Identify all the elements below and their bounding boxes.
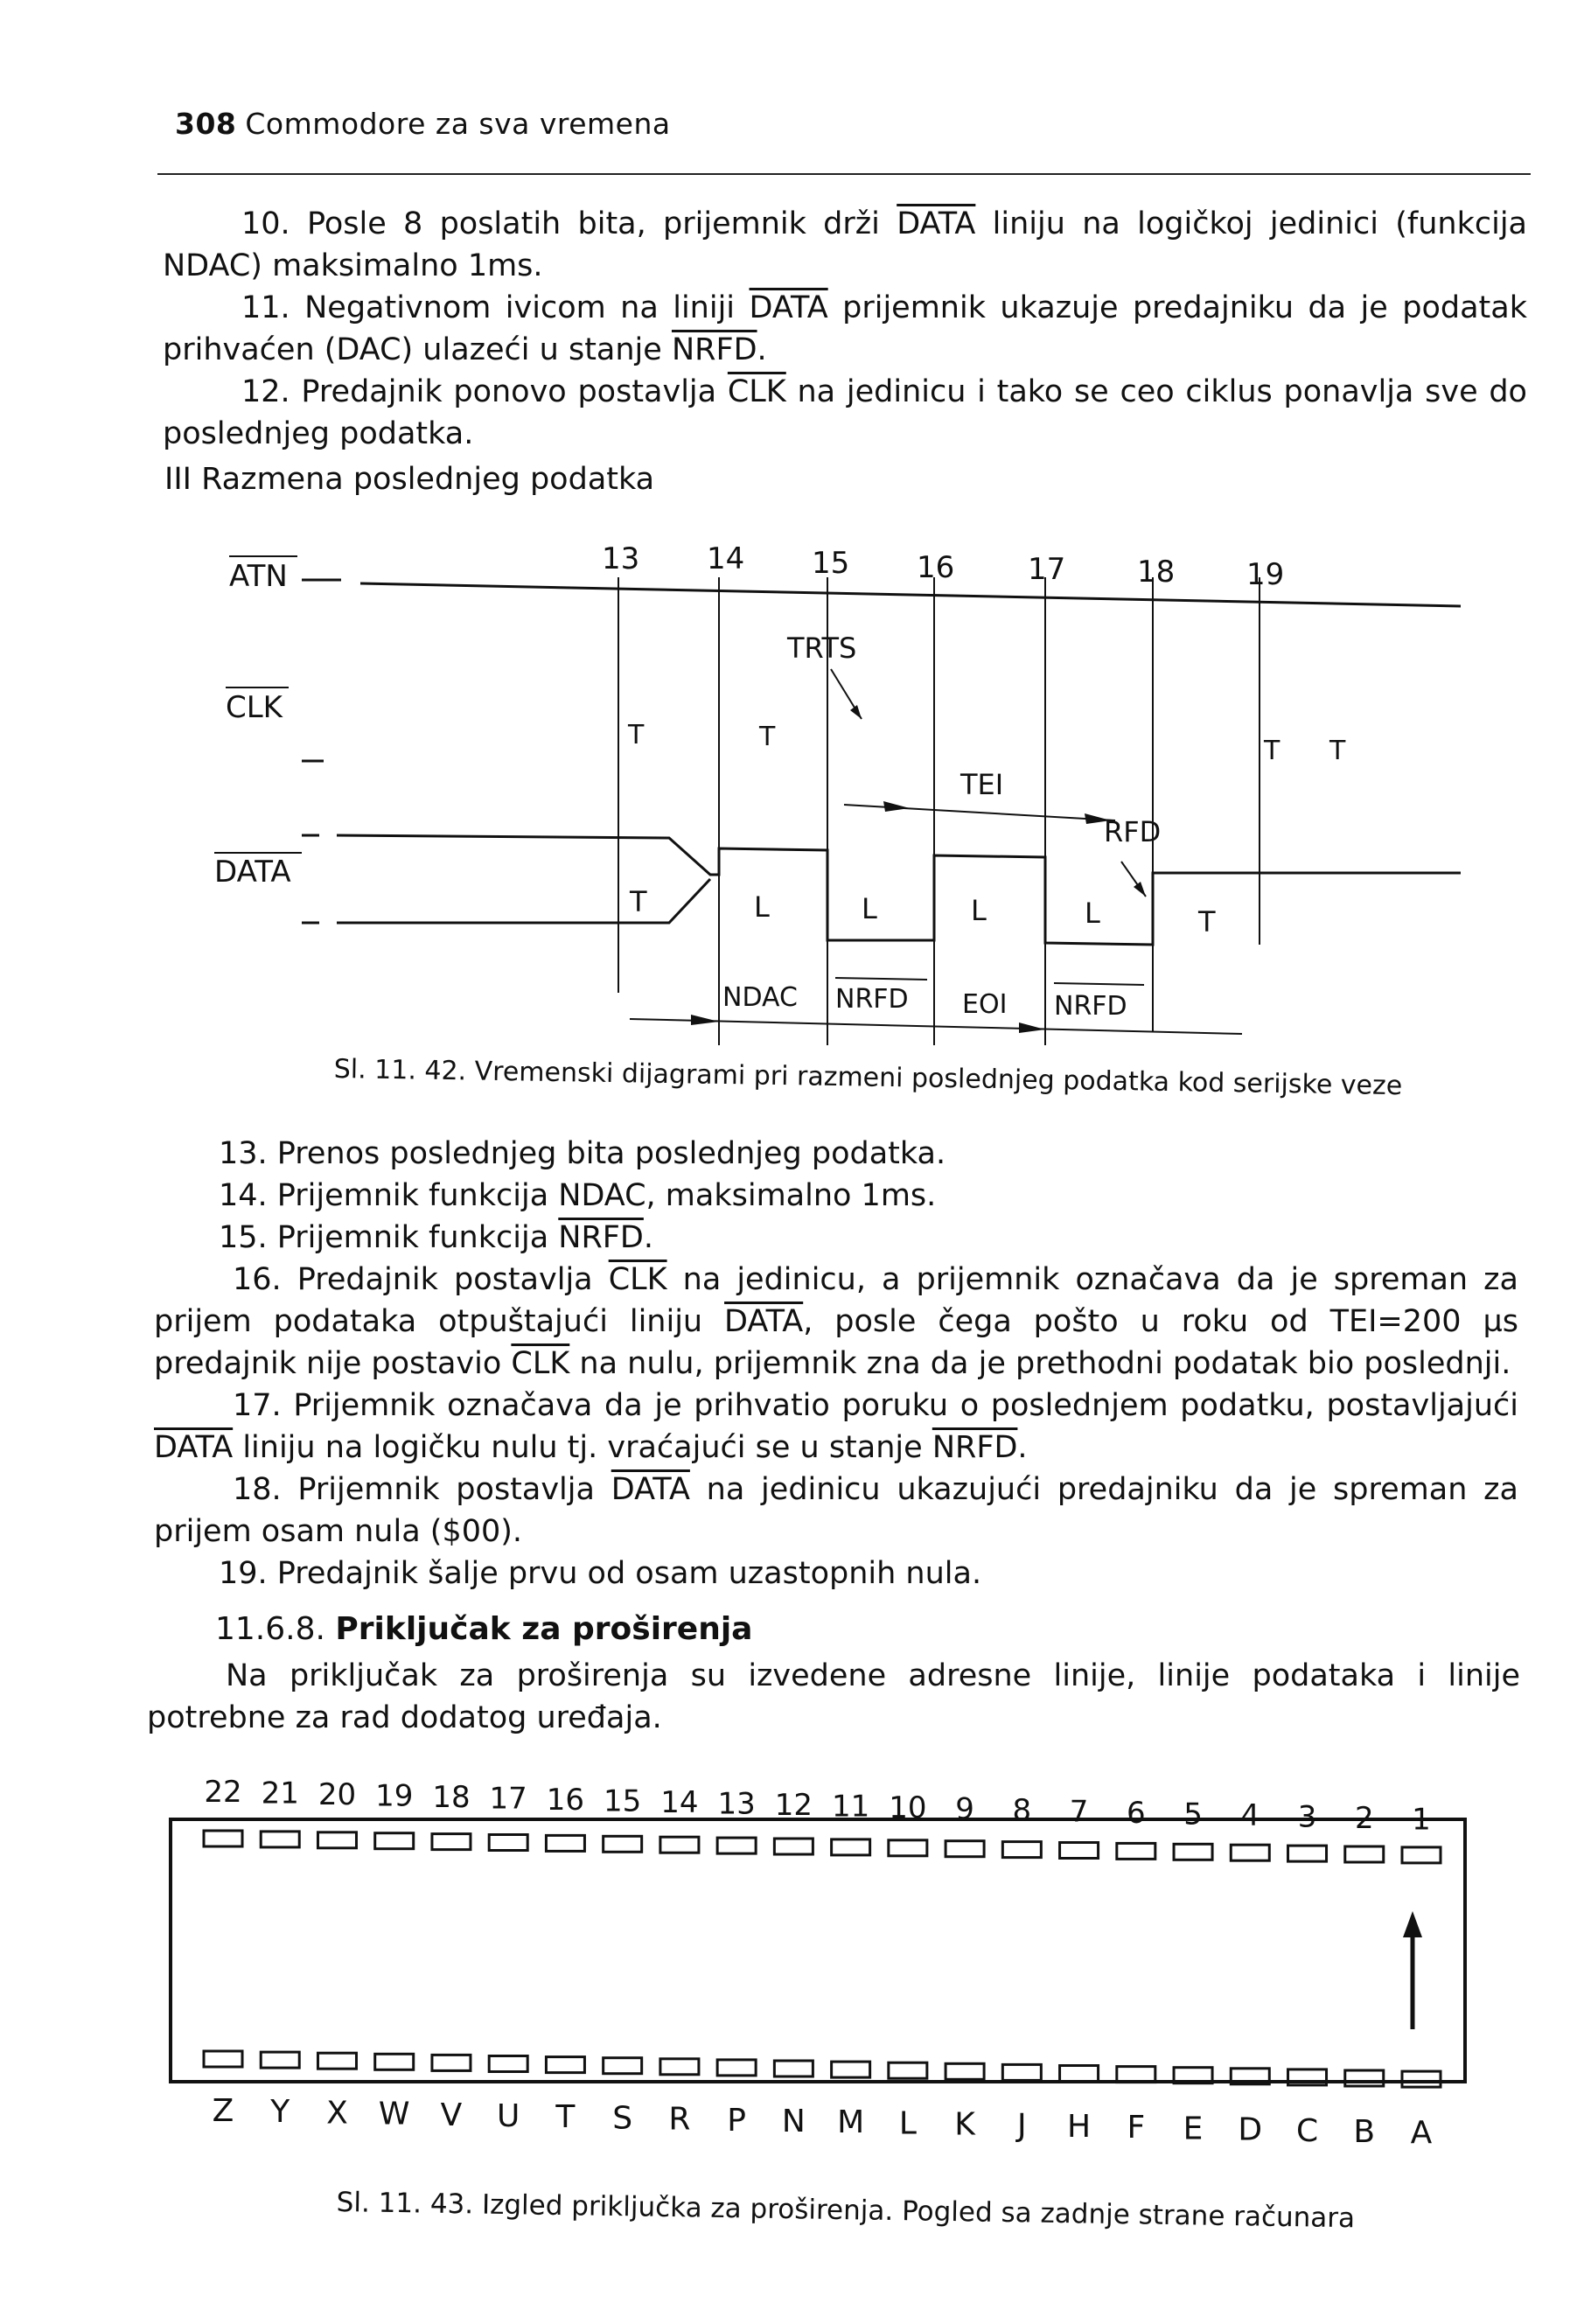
pin-number-label: 8	[1012, 1793, 1032, 1828]
top-contact-pad	[660, 1837, 699, 1853]
section-title: III Razmena poslednjeg podatka	[164, 462, 655, 497]
top-contact-pad	[1174, 1844, 1212, 1860]
bottom-contact-pad	[489, 2056, 527, 2072]
top-contact-pad	[375, 1833, 414, 1849]
top-contact-pad	[1345, 1846, 1384, 1862]
bottom-contact-pad	[717, 2060, 756, 2076]
pin-number-label: 3	[1297, 1799, 1317, 1835]
pin-letter-label: K	[954, 2106, 975, 2143]
top-contact-pad	[546, 1835, 584, 1851]
data-l-label-1: L	[754, 890, 770, 924]
subsection-heading	[215, 1611, 752, 1647]
bottom-contact-pad	[1060, 2066, 1099, 2082]
clk-t-label-1: T	[628, 720, 645, 750]
interval-ndac: NDAC	[722, 982, 798, 1013]
bottom-contact-pad	[660, 2059, 699, 2075]
bottom-contact-pad	[774, 2061, 813, 2076]
top-contact-pad	[1002, 1842, 1041, 1858]
pin-letter-label: N	[781, 2104, 806, 2139]
pin-letter-label: C	[1295, 2112, 1319, 2149]
figure-caption-1143: Sl. 11. 43. Izgled priključka za proširenja. Pogled sa zadnje strane računara	[336, 2187, 1356, 2235]
item-15: 15. Prijemnik funkcija NRFD.	[219, 1220, 654, 1255]
pin-number-label: 13	[717, 1786, 756, 1822]
bottom-contact-pad	[889, 2062, 927, 2078]
top-contact-pad	[604, 1836, 642, 1852]
marker-15: 15	[812, 546, 850, 581]
pin-letter-label: X	[326, 2095, 348, 2132]
clk-t-label-4: T	[1329, 736, 1346, 766]
pin-number-label: 4	[1240, 1798, 1260, 1833]
pin-letter-label: W	[378, 2096, 410, 2132]
interval-nrfd-1: NRFD	[835, 984, 909, 1015]
marker-19: 19	[1246, 557, 1285, 592]
page-header	[175, 107, 671, 141]
item-13: 13. Prenos poslednjeg bita poslednjeg podatka.	[219, 1136, 946, 1171]
item-19: 19. Predajnik šalje prvu od osam uzastopnih nula.	[219, 1556, 982, 1591]
pin-number-label: 6	[1126, 1796, 1146, 1831]
bottom-contact-pad	[1345, 2070, 1384, 2086]
data-l-label-3: L	[971, 894, 987, 927]
trts-label: TRTS	[787, 632, 857, 665]
top-contact-pad	[1402, 1847, 1441, 1863]
marker-16: 16	[917, 550, 955, 585]
top-contact-pad	[774, 1839, 813, 1854]
pin-number-label: 9	[955, 1791, 974, 1827]
pin-letter-label: J	[1017, 2107, 1027, 2144]
pin-letter-label: F	[1127, 2110, 1146, 2146]
pin-number-label: 12	[774, 1788, 813, 1823]
tei-label: TEI	[960, 768, 1004, 801]
pin-letter-label: M	[837, 2104, 865, 2141]
item-18: 18. Prijemnik postavlja DATA na jedinicu ukazujući predajniku da je spreman za prijem osam nula ($00).	[154, 1472, 1518, 1549]
top-contact-pad	[1231, 1845, 1269, 1860]
book-title: Commodore za sva vremena	[245, 107, 671, 141]
bottom-contact-pad	[946, 2063, 984, 2079]
figure-caption-1142: Sl. 11. 42. Vremenski dijagrami pri razmeni poslednjeg podatka kod serijske veze	[333, 1054, 1403, 1102]
pin-number-label: 5	[1183, 1797, 1203, 1832]
item-10: 10. Posle 8 poslatih bita, prijemnik drži DATA liniju na logičkoj jedinici (funkcija NDAC) maksimalno 1ms.	[163, 206, 1527, 283]
interval-nrfd-2: NRFD	[1054, 991, 1127, 1022]
top-contact-pad	[1288, 1846, 1327, 1861]
top-contact-pad	[946, 1841, 984, 1857]
expansion-connector-diagram	[0, 1758, 1591, 2178]
bottom-contact-pad	[1117, 2067, 1155, 2083]
timing-diagram	[0, 525, 1591, 1067]
bottom-contact-pad	[204, 2051, 242, 2067]
item-11: 11. Negativnom ivicom na liniji DATA prijemnik ukazuje predajniku da je podatak prihvaćen (DAC) ulazeći u stanje NRFD.	[163, 290, 1527, 367]
pin-letter-label: R	[668, 2101, 691, 2138]
data-l-label-4: L	[1085, 897, 1100, 930]
pin-number-label: 15	[604, 1783, 642, 1819]
pin-letter-label: V	[440, 2097, 463, 2133]
pin-letter-label: D	[1238, 2111, 1263, 2148]
top-contact-pad	[717, 1838, 756, 1853]
pin-number-label: 16	[546, 1783, 585, 1818]
top-contact-pad	[318, 1832, 356, 1848]
top-contact-pad	[832, 1839, 870, 1855]
data-t-label-2: T	[1198, 905, 1216, 939]
bottom-contact-pad	[832, 2062, 870, 2077]
top-contact-pad	[204, 1831, 242, 1846]
marker-14: 14	[707, 541, 745, 576]
pin-number-label: 18	[432, 1780, 471, 1815]
pin-letter-label: P	[727, 2102, 747, 2139]
top-contact-pad	[489, 1835, 527, 1851]
pin-number-label: 21	[261, 1776, 299, 1811]
pin-letter-label: L	[898, 2105, 917, 2142]
pin-letter-label: S	[612, 2100, 633, 2137]
clk-t-label-2: T	[759, 722, 776, 752]
pin-letter-label: Y	[270, 2094, 290, 2131]
pin-number-label: 20	[318, 1777, 357, 1812]
bottom-contact-pad	[375, 2054, 414, 2069]
pin-number-label: 2	[1354, 1801, 1374, 1836]
bottom-contact-pad	[318, 2053, 356, 2069]
item-14: 14. Prijemnik funkcija NDAC, maksimalno 1ms.	[219, 1178, 937, 1213]
clk-t-label-3: T	[1264, 736, 1280, 766]
subsection-text: Na priključak za proširenja su izvedene adresne linije, linije podataka i linije potrebne za rad dodatog uređaja.	[147, 1658, 1520, 1735]
marker-13: 13	[602, 541, 640, 576]
pin-number-label: 10	[889, 1790, 927, 1825]
pin-letter-label: A	[1410, 2115, 1433, 2152]
item-16: 16. Predajnik postavlja $\overline{CLK}$ na jedinicu, a prijemnik označava da je spreman za prijem podataka otpuštajući liniju DATA, posle čega pošto u roku od TEI=200 µs predajnik nije postavio $\overline{CLK}$ na nulu, prijemnik zna da je prethodni podatak bio poslednji.	[154, 1262, 1518, 1381]
top-contact-pad	[1060, 1843, 1099, 1859]
pin-letter-label: T	[555, 2099, 576, 2136]
pin-number-label: 7	[1069, 1794, 1089, 1830]
data-l-label-2: L	[862, 892, 877, 925]
data-t-label-1: T	[630, 885, 647, 918]
rfd-label: RFD	[1104, 815, 1162, 848]
signal-clk-label: CLK	[226, 690, 283, 725]
bottom-contact-pad	[261, 2052, 299, 2068]
pin-number-label: 14	[660, 1785, 699, 1820]
bottom-contact-pad	[432, 2055, 471, 2070]
top-contact-pad	[1117, 1843, 1155, 1859]
pin-letter-label: E	[1183, 2111, 1204, 2147]
subsection-number: 11.6.8.	[215, 1611, 325, 1647]
pin-number-label: 1	[1412, 1802, 1431, 1838]
pin-letter-label: B	[1353, 2114, 1376, 2150]
subsection-title: Priključak za proširenja	[335, 1611, 753, 1647]
signal-atn-label: ATN	[229, 559, 288, 594]
pin-number-label: 17	[489, 1781, 527, 1817]
header-rule	[157, 173, 1531, 175]
page-number: 308	[175, 107, 237, 141]
pin-letter-label: H	[1067, 2109, 1092, 2145]
bottom-contact-pad	[604, 2058, 642, 2074]
pin-number-label: 22	[204, 1775, 242, 1810]
marker-17: 17	[1028, 552, 1066, 587]
top-contact-pad	[261, 1832, 299, 1847]
top-contact-pad	[889, 1840, 927, 1856]
pin-letter-label: Z	[212, 2093, 234, 2129]
pin-number-label: 11	[831, 1789, 870, 1825]
item-17: 17. Prijemnik označava da je prihvatio poruku o poslednjem podatku, postavljajući DATA liniju na logičku nulu tj. vraćajući se u stanje NRFD.	[154, 1388, 1518, 1465]
marker-18: 18	[1137, 555, 1176, 590]
signal-data-label: DATA	[214, 855, 291, 890]
interval-eoi: EOI	[962, 989, 1008, 1020]
pin-number-label: 19	[375, 1778, 414, 1814]
top-contact-pad	[432, 1834, 471, 1850]
bottom-contact-pad	[1402, 2071, 1441, 2087]
item-12: 12. Predajnik ponovo postavlja $\overline{CLK}$ na jedinicu i tako se ceo ciklus ponavlja sve do poslednjeg podatka.	[163, 374, 1527, 451]
pin-letter-label: U	[497, 2098, 520, 2134]
bottom-contact-pad	[1002, 2064, 1041, 2080]
bottom-contact-pad	[546, 2057, 584, 2073]
